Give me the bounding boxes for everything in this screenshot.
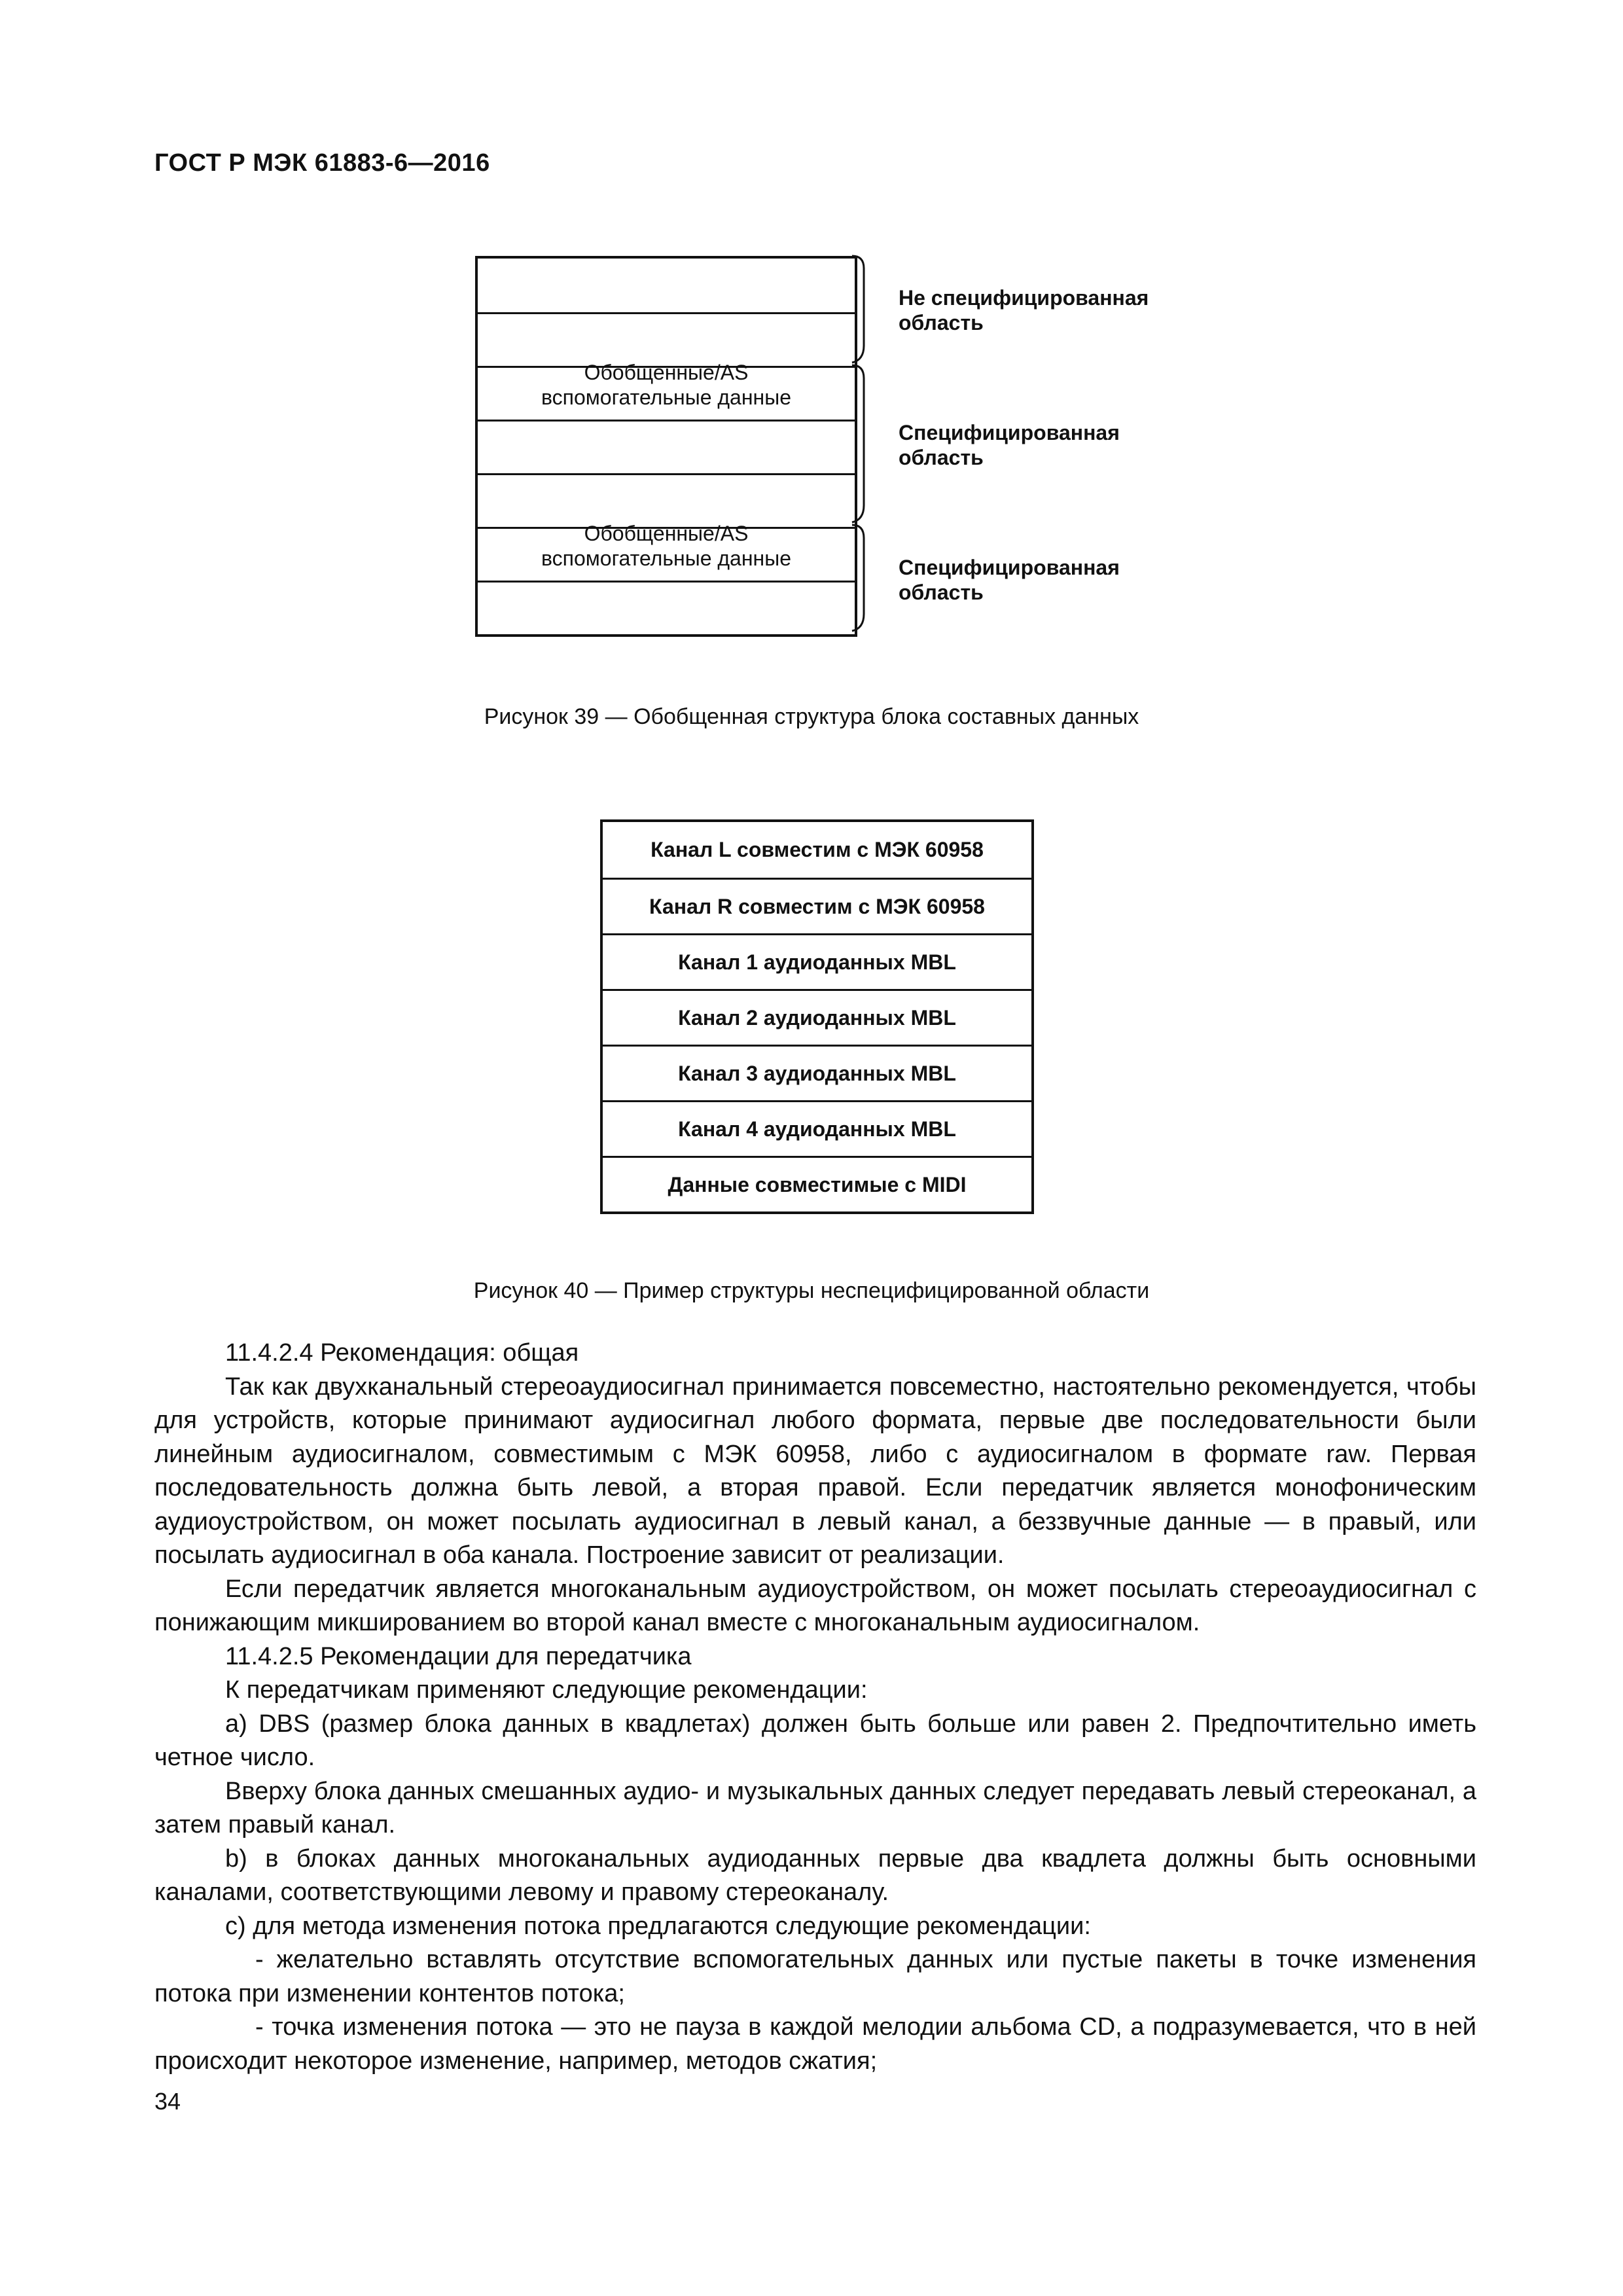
brace-label-specified-1: Специфицированная область (899, 421, 1120, 469)
fig39-row (478, 259, 855, 312)
fig39-row (478, 312, 855, 366)
brace-specified-area-1 (852, 365, 864, 522)
paragraph: К передатчикам применяют следующие рекомендации: (225, 1676, 868, 1704)
fig40-row: Канал 3 аудиоданных MBL (603, 1045, 1031, 1100)
list-item: b) в блоках данных многоканальных аудиоданных первые два квадлета должны быть основными каналами, соответствующими левому и правому стереоканалу. (154, 1844, 1476, 1906)
section-heading: 11.4.2.4 Рекомендация: общая (225, 1339, 579, 1367)
fig40-row: Данные совместимые с MIDI (603, 1156, 1031, 1211)
fig39-row (478, 581, 855, 634)
list-item: a) DBS (размер блока данных в квадлетах) должен быть больше или равен 2. Предпочтительно иметь четное число. (154, 1710, 1476, 1771)
brace-specified-area-2 (852, 525, 864, 631)
figure-40-caption: Рисунок 40 — Пример структуры неспецифицированной области (473, 1278, 1150, 1303)
figure-40-structure (600, 819, 1034, 1214)
body-text (154, 1336, 1476, 2078)
dash-item: - точка изменения потока — это не пауза в каждой мелодии альбома CD, а подразумевается, что в ней происходит некоторое изменение, например, методов сжатия; (154, 2013, 1476, 2075)
section-heading: 11.4.2.5 Рекомендации для передатчика (225, 1642, 692, 1670)
figure-39-structure (475, 256, 857, 637)
fig40-row: Канал 2 аудиоданных MBL (603, 989, 1031, 1045)
fig39-row (478, 420, 855, 473)
paragraph: Так как двухканальный стереоаудиосигнал принимается повсеместно, настоятельно рекомендуется, чтобы для устройств, которые принимают аудиосигнал любого формата, первые две последовательности были линейным аудиосигналом, совместимым с МЭК 60958, либо с аудиосигналом в формате raw. Первая последовательность должна быть левой, а вторая правой. Если передатчик является монофоническим аудиоустройством, он может посылать аудиосигнал в левый канал, а беззвучные данные — в правый, или посылать аудиосигнал в оба канала. Построение зависит от реализации. (154, 1372, 1476, 1569)
fig39-row (478, 473, 855, 527)
brace-label-unspecified: Не специфицированная область (899, 286, 1149, 334)
document-header: ГОСТ Р МЭК 61883-6—2016 (154, 149, 490, 177)
fig40-row: Канал R совместим с МЭК 60958 (603, 878, 1031, 933)
brace-label-specified-2: Специфицированная область (899, 556, 1120, 604)
fig40-row: Канал L совместим с МЭК 60958 (651, 838, 984, 861)
page-number: 34 (154, 2088, 181, 2115)
dash-item: - желательно вставлять отсутствие вспомогательных данных или пустые пакеты в точке изменения потока при изменении контентов потока; (154, 1946, 1476, 2007)
fig40-row: Канал 1 аудиоданных MBL (603, 933, 1031, 989)
figure-39-caption: Рисунок 39 — Обобщенная структура блока составных данных (484, 704, 1139, 729)
paragraph: Если передатчик является многоканальным аудиоустройством, он может посылать стереоаудиосигнал с понижающим микшированием во второй канал вместе с многоканальным аудиосигналом. (154, 1575, 1476, 1636)
fig39-row-generic-as: Обобщенные/AS вспомогательные данные (478, 527, 855, 581)
paragraph: Вверху блока данных смешанных аудио- и музыкальных данных следует передавать левый стереоканал, а затем правый канал. (154, 1777, 1476, 1839)
fig39-braces-full (851, 254, 883, 647)
fig39-row-generic-as: Обобщенные/AS вспомогательные данные (478, 366, 855, 420)
list-item: c) для метода изменения потока предлагаются следующие рекомендации: (225, 1912, 1091, 1940)
fig40-row: Канал 4 аудиоданных MBL (603, 1100, 1031, 1156)
